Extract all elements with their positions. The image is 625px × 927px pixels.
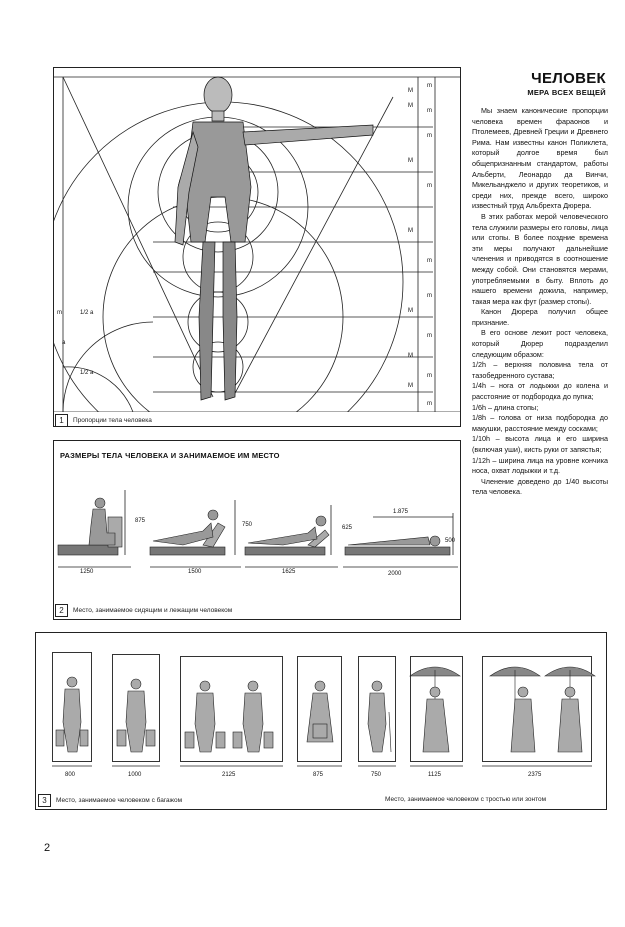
svg-text:m: m	[427, 108, 432, 114]
svg-text:M: M	[408, 383, 413, 389]
figure-3-caption-right-text: Место, занимаемое человеком с тростью или зонтом	[385, 796, 547, 803]
list-item: 1/4h – нога от лодыжки до колена и расстояние от подбородка до пупка;	[472, 381, 608, 402]
list-item: 1/10h – высота лица и его ширина (включая уши), кисть руки от запястья;	[472, 434, 608, 454]
width-label: 2125	[222, 772, 236, 778]
list-item: 1/12h – ширина лица на уровне кончика носа, охват лодыжки и т.д.	[472, 455, 608, 476]
figure-3-number: 3	[38, 794, 51, 807]
dim-width-1: 1250	[80, 569, 94, 575]
dim-height-1: 875	[135, 518, 146, 524]
figure-1-caption-text: Пропорции тела человека	[73, 417, 152, 424]
label-half-a-top: 1/2 a	[80, 310, 94, 316]
page-number: 2	[44, 842, 51, 854]
dim-length-4: 1.875	[393, 509, 409, 515]
figure-3-caption-left: Место, занимаемое человеком с багажом	[56, 797, 183, 804]
svg-text:M: M	[408, 308, 413, 314]
svg-text:m: m	[427, 183, 432, 189]
width-label: 2375	[528, 772, 542, 778]
svg-text:m: m	[427, 293, 432, 299]
width-label: 1000	[128, 772, 142, 778]
article-paragraph: Канон Дюрера получил общее признание.	[472, 307, 608, 327]
label-m: m	[57, 310, 62, 316]
list-item: 1/2h – верхняя половина тела от тазобедренного сустава;	[472, 360, 608, 380]
figure-3-caption-right	[385, 796, 546, 803]
figure-2-caption	[55, 604, 232, 617]
width-label: 875	[313, 772, 324, 778]
article-body	[472, 106, 608, 498]
figure-2-number: 2	[55, 604, 68, 617]
figure-1-caption	[55, 414, 152, 427]
dim-height-2: 750	[242, 522, 253, 528]
figure-1-number: 1	[55, 414, 68, 427]
width-label: 750	[371, 772, 382, 778]
svg-text:M: M	[408, 103, 413, 109]
dim-width-4: 2000	[388, 571, 402, 577]
article-paragraph: Мы знаем канонические пропорции человека времен фараонов и Птолемеев, Древней Греции и Древнего Рима. Нам известны канон Поликлета, который долгое время был общепризнанным стандартом, работы Альберти, Леонардо да Винчи, Микельанджело и других теоретиков, и среди них, прежде всего, широко известный труд Альбрехта Дюрера.	[472, 106, 608, 211]
sitting-lying-drawing	[53, 475, 461, 585]
article-paragraph: В этих работах мерой человеческого тела служили размеры его головы, лица или стопы. В более поздние времена эти меры получают дальнейшие членения и приводятся в соотношение между собой. Они становятся мерами, употребляемыми в быту. Вплоть до нашего времени дожила, например, такая мера как фут (размер стопы).	[472, 211, 608, 306]
svg-text:m: m	[427, 258, 432, 264]
svg-text:m: m	[427, 401, 432, 407]
svg-text:m: m	[427, 83, 432, 89]
label-a: a	[62, 340, 66, 346]
figure-3-caption	[38, 794, 182, 807]
figure-2-caption-text: Место, занимаемое сидящим и лежащим человеком	[73, 607, 233, 614]
dim-width-2: 1500	[188, 569, 202, 575]
svg-text:m: m	[427, 333, 432, 339]
svg-text:M: M	[408, 158, 413, 164]
svg-text:M: M	[408, 228, 413, 234]
page-subtitle: МЕРА ВСЕХ ВЕЩЕЙ	[527, 88, 606, 97]
article-closing: Членение доведено до 1/40 высоты тела человека.	[472, 476, 608, 497]
svg-text:M: M	[408, 88, 413, 94]
figure-2-heading: РАЗМЕРЫ ТЕЛА ЧЕЛОВЕКА И ЗАНИМАЕМОЕ ИМ МЕСТО	[60, 451, 280, 460]
list-item: 1/6h – длина стопы;	[472, 402, 539, 412]
svg-text:m: m	[427, 373, 432, 379]
svg-text:m: m	[427, 133, 432, 139]
width-label: 800	[65, 772, 76, 778]
width-label: 1125	[428, 772, 441, 778]
people-drawing	[35, 652, 607, 767]
label-half-a-bottom: 1/2 a	[80, 370, 94, 376]
svg-text:M: M	[408, 353, 413, 359]
page-title: ЧЕЛОВЕК	[531, 70, 606, 87]
article-paragraph: В его основе лежит рост человека, который Дюрер подразделил следующим образом:	[472, 328, 608, 359]
proportions-drawing	[53, 67, 461, 412]
dim-height-3: 625	[342, 525, 353, 531]
dim-height-4: 500	[445, 538, 456, 544]
dim-width-3: 1625	[282, 569, 296, 575]
list-item: 1/8h – голова от низа подбородка до макушки, расстояние между сосками;	[472, 413, 608, 433]
